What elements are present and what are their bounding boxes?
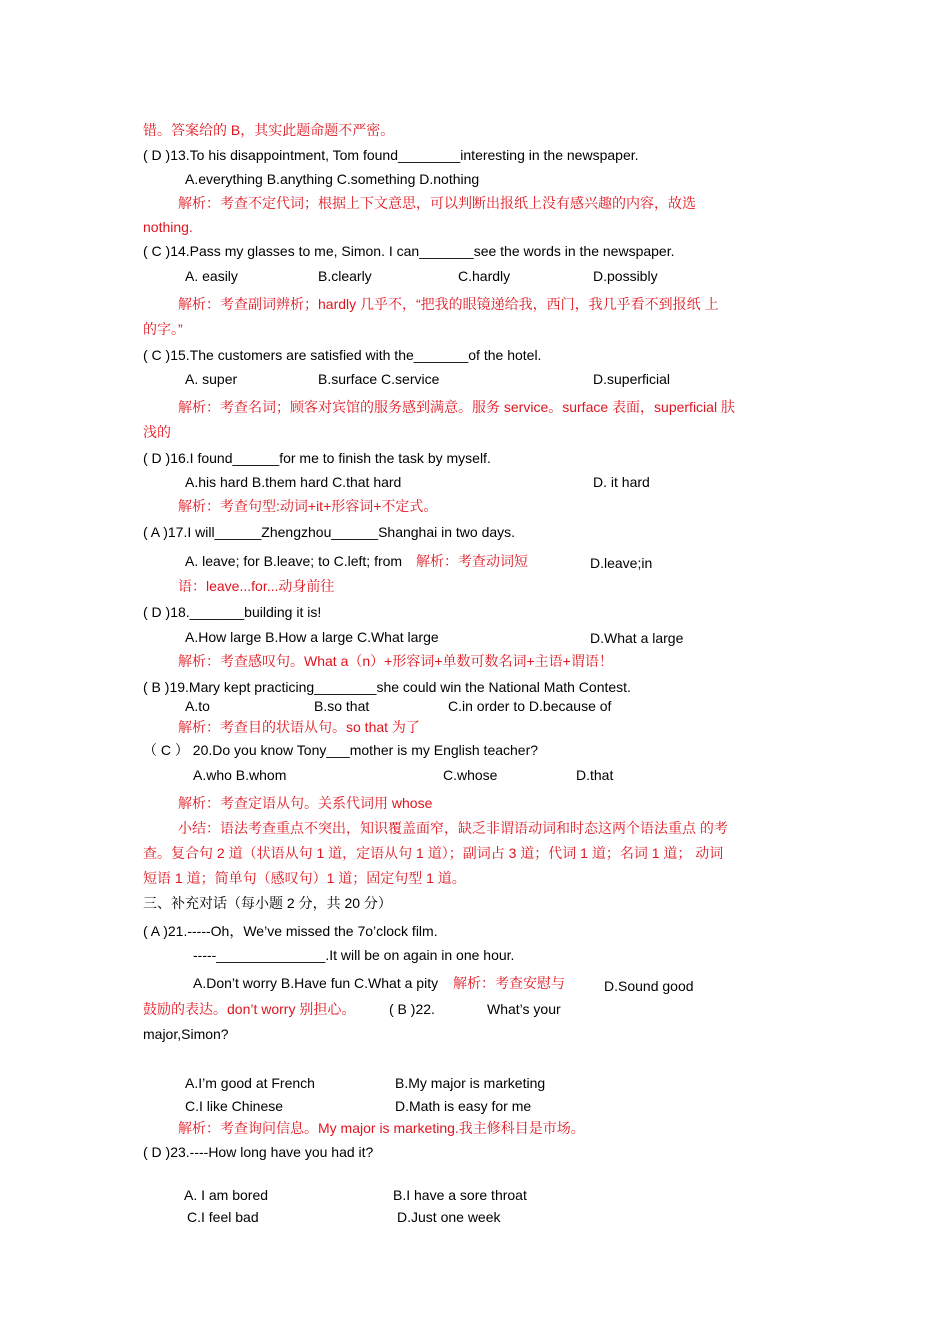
summary-line-2: 查。复合句 2 道（状语从句 1 道，定语从句 1 道）；副词占 3 道；代词 1 道；名词 1 道； 动词 xyxy=(143,845,724,861)
question-21: ( A )21.-----Oh，We’ve missed the 7o’clock film. xyxy=(143,923,438,939)
q20-explanation: 解析：考查定语从句。关系代词用 whose xyxy=(178,795,433,811)
q14-explanation-cont: 的字。” xyxy=(143,321,183,337)
q14-option-c: C.hardly xyxy=(458,268,511,284)
explanation-line: 错。答案给的 B，其实此题命题不严密。 xyxy=(143,122,395,138)
q22-option-c: C.I like Chinese xyxy=(185,1098,284,1114)
q14-option-a: A. easily xyxy=(185,268,238,284)
q16-explanation: 解析：考查句型:动词+it+形容词+不定式。 xyxy=(178,498,438,514)
q15-explanation: 解析：考查名词；顾客对宾馆的服务感到满意。服务 service。surface 表面，superficial 肤 xyxy=(178,399,735,415)
question-23: ( D )23.----How long have you had it? xyxy=(143,1144,374,1160)
q21-options-abc: A.Don’t worry B.Have fun C.What a pity xyxy=(193,975,439,991)
q13-explanation: 解析：考查不定代词；根据上下文意思，可以判断出报纸上没有感兴趣的内容，故选 xyxy=(178,195,696,211)
q22-option-b: B.My major is marketing xyxy=(395,1075,546,1091)
q19-explanation: 解析：考查目的状语从句。so that 为了 xyxy=(178,719,420,735)
question-17: ( A )17.I will______Zhengzhou______Shanghai in two days. xyxy=(143,524,516,540)
q23-option-a: A. I am bored xyxy=(184,1187,269,1203)
question-22-text: What’s your xyxy=(487,1001,561,1017)
q18-option-d: D.What a large xyxy=(590,630,684,646)
q23-option-b: B.I have a sore throat xyxy=(393,1187,527,1203)
q15-option-a: A. super xyxy=(185,371,238,387)
q21-explanation: 解析：考查安慰与 xyxy=(453,975,565,991)
q21-explanation-cont: 鼓励的表达。don’t worry 别担心。 xyxy=(143,1001,356,1017)
q20-option-c: C.whose xyxy=(443,767,498,783)
question-15: ( C )15.The customers are satisfied with the_______of the hotel. xyxy=(143,347,542,363)
q21-response: -----______________.It will be on again in one hour. xyxy=(193,947,515,963)
q23-option-d: D.Just one week xyxy=(397,1209,501,1225)
q14-option-b: B.clearly xyxy=(318,268,372,284)
q15-option-bc: B.surface C.service xyxy=(318,371,440,387)
summary-line-3: 短语 1 道；简单句（感叹句）1 道；固定句型 1 道。 xyxy=(143,870,466,886)
question-14: ( C )14.Pass my glasses to me, Simon. I can_______see the words in the newspaper. xyxy=(143,243,675,259)
q19-option-b: B.so that xyxy=(314,698,370,714)
q22-option-a: A.I’m good at French xyxy=(185,1075,315,1091)
q15-option-d: D.superficial xyxy=(593,371,671,387)
q19-option-cd: C.in order to D.because of xyxy=(448,698,612,714)
q13-options: A.everything B.anything C.something D.nothing xyxy=(185,171,480,187)
q17-explanation-cont: 语：leave...for...动身前往 xyxy=(178,578,335,594)
section-heading: 三、补充对话（每小题 2 分，共 20 分） xyxy=(143,895,392,911)
q18-explanation: 解析：考查感叹句。What a（n）+形容词+单数可数名词+主语+谓语！ xyxy=(178,653,613,669)
q16-option-d: D. it hard xyxy=(593,474,650,490)
q20-option-d: D.that xyxy=(576,767,614,783)
q19-option-a: A.to xyxy=(185,698,210,714)
question-18: ( D )18._______building it is! xyxy=(143,604,322,620)
q18-options-abc: A.How large B.How a large C.What large xyxy=(185,629,439,645)
q20-options-ab: A.who B.whom xyxy=(193,767,287,783)
q14-explanation: 解析：考查副词辨析；hardly 几乎不，“把我的眼镜递给我，西门，我几乎看不到报纸 上 xyxy=(178,296,719,312)
q22-option-d: D.Math is easy for me xyxy=(395,1098,532,1114)
q17-options-abc: A. leave; for B.leave; to C.left; from xyxy=(185,553,403,569)
question-13: ( D )13.To his disappointment, Tom found________interesting in the newspaper. xyxy=(143,147,639,163)
question-22-number: ( B )22. xyxy=(389,1001,435,1017)
question-16: ( D )16.I found______for me to finish the task by myself. xyxy=(143,450,491,466)
q16-options-abc: A.his hard B.them hard C.that hard xyxy=(185,474,402,490)
q13-explanation-cont: nothing. xyxy=(143,219,193,235)
question-20: （ C ） 20.Do you know Tony___mother is my English teacher? xyxy=(143,742,539,758)
q17-option-d: D.leave;in xyxy=(590,555,653,571)
q22-explanation: 解析：考查询问信息。My major is marketing.我主修科目是市场。 xyxy=(178,1120,585,1136)
q21-option-d: D.Sound good xyxy=(604,978,694,994)
summary-line-1: 小结：语法考查重点不突出，知识覆盖面窄，缺乏非谓语动词和时态这两个语法重点 的考 xyxy=(178,820,728,836)
question-22-text-cont: major,Simon? xyxy=(143,1026,229,1042)
q23-option-c: C.I feel bad xyxy=(187,1209,259,1225)
q17-explanation: 解析：考查动词短 xyxy=(416,553,528,569)
q15-explanation-cont: 浅的 xyxy=(143,424,171,440)
q14-option-d: D.possibly xyxy=(593,268,658,284)
question-19: ( B )19.Mary kept practicing________she could win the National Math Contest. xyxy=(143,679,631,695)
